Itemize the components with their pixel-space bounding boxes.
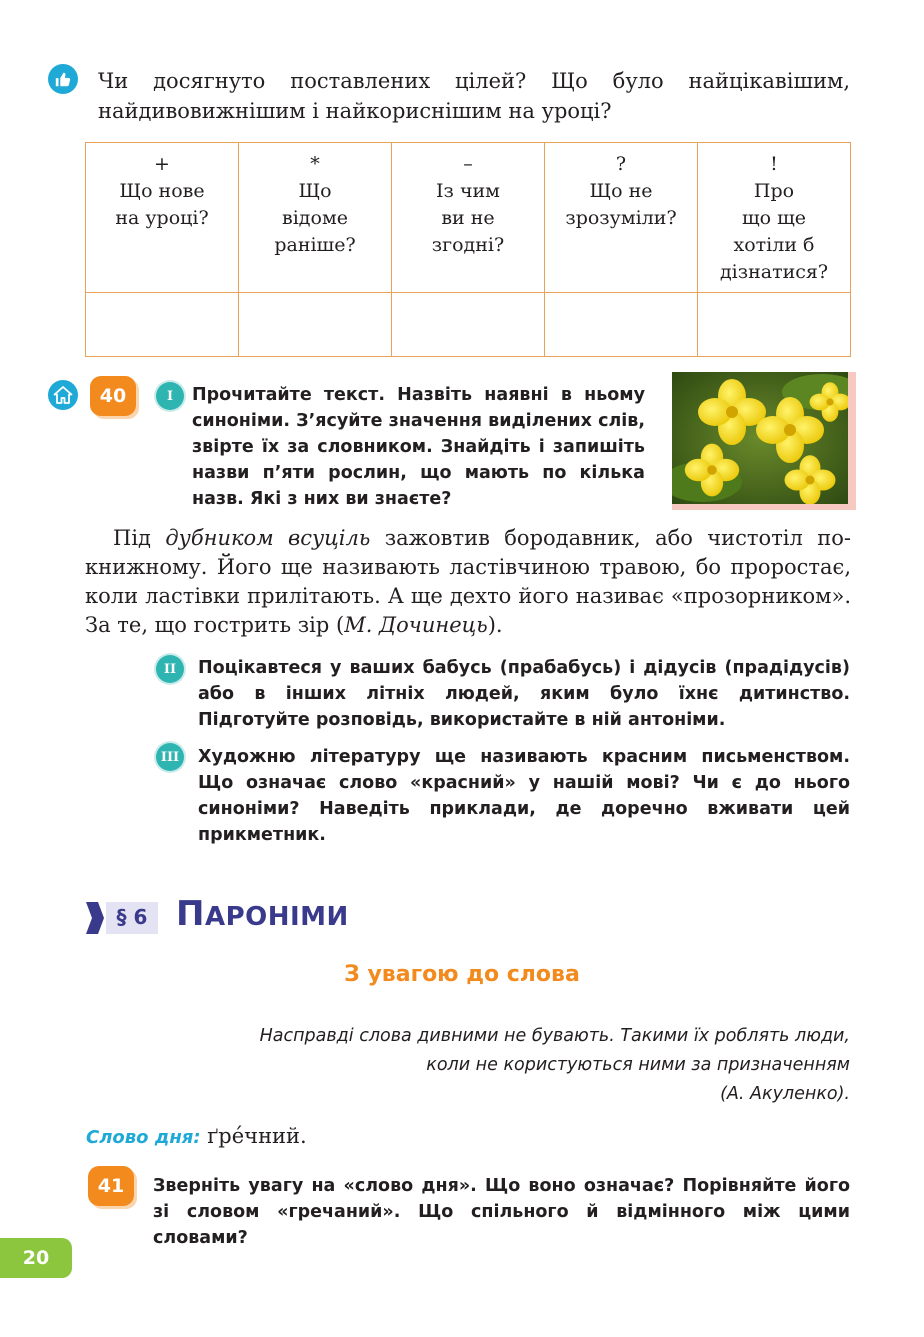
attention-heading: З увагою до слова bbox=[344, 962, 580, 987]
text-author: М. Дочинець bbox=[344, 613, 488, 637]
cell-line: раніше? bbox=[274, 234, 356, 256]
text-part: зажовтив бородавник, або чистотіл по-книжному. Його ще називають ластівчиною травою, бо проростає, коли ластівки прилітають. А ще дехто його називає «прозорником». За те, що гострить зір ( bbox=[85, 526, 851, 637]
cell-line: хотіли б bbox=[733, 234, 815, 256]
word-of-day-label: Слово дня: bbox=[86, 1127, 201, 1148]
quote-line: Насправді слова дивними не бувають. Такими їх роблять люди, bbox=[259, 1026, 850, 1046]
cell-line: ви не bbox=[441, 207, 495, 229]
cell-line: Що bbox=[298, 180, 332, 202]
celandine-flower-image bbox=[672, 372, 848, 504]
cell-line: зрозуміли? bbox=[565, 207, 677, 229]
reflection-question: Чи досягнуто поставлених цілей? Що було найцікавішим, найдивовижнішим і найкориснішим на уроці? bbox=[98, 69, 850, 123]
cell-symbol: * bbox=[310, 153, 320, 175]
cell-line: відоме bbox=[282, 207, 348, 229]
reflection-table-header-row bbox=[86, 143, 851, 293]
quote-line: коли не користуються ними за призначенням bbox=[426, 1055, 850, 1075]
cell-symbol: ! bbox=[770, 153, 778, 175]
text-part: ). bbox=[487, 613, 503, 637]
reflection-table bbox=[85, 142, 851, 357]
word-of-day bbox=[86, 1124, 307, 1148]
cell-line: згодні? bbox=[431, 234, 505, 256]
cell-line: Що не bbox=[589, 180, 653, 202]
exercise-40-task-2: Поцікавтеся у ваших бабусь (прабабусь) і дідусів (прадідусів) або в інших літніх людей, яким було їхнє дитинство. Підготуйте розповідь, використайте в ній антоніми. bbox=[198, 658, 850, 730]
exercise-40-text bbox=[85, 524, 851, 640]
section-number: § 6 bbox=[116, 905, 148, 929]
reflection-cell-learn-more bbox=[698, 143, 851, 293]
epigraph-quote bbox=[260, 1022, 850, 1109]
reflection-cell-known bbox=[239, 143, 392, 293]
answer-cell[interactable] bbox=[545, 293, 698, 357]
exercise-40-badge: 40 bbox=[90, 376, 136, 416]
reflection-cell-disagree bbox=[392, 143, 545, 293]
task-1-numeral: I bbox=[156, 382, 184, 410]
cell-symbol: ? bbox=[615, 153, 627, 175]
answer-cell[interactable] bbox=[698, 293, 851, 357]
page-number: 20 bbox=[0, 1238, 72, 1278]
answer-cell[interactable] bbox=[239, 293, 392, 357]
cell-line: Про bbox=[753, 180, 795, 202]
text-part: Під bbox=[113, 526, 166, 550]
task-2-numeral: II bbox=[156, 655, 184, 683]
cell-line: Із чим bbox=[436, 180, 500, 202]
exercise-40-task-3: Художню літературу ще називають красним письменством. Що означає слово «красний» у нашій мові? Чи є до нього синоніми? Наведіть приклади, де доречно вживати цей прикметник. bbox=[198, 747, 850, 845]
section-title-rest: АРОНІМИ bbox=[204, 902, 349, 932]
thumbs-up-icon bbox=[48, 64, 78, 94]
cell-line: дізнатися? bbox=[719, 261, 829, 283]
exercise-41-task: Зверніть увагу на «слово дня». Що воно означає? Порівняйте його зі словом «гречаний». Що спільного й відмінного між цими словами? bbox=[153, 1176, 850, 1248]
cell-line: на уроці? bbox=[115, 207, 209, 229]
house-icon bbox=[48, 380, 78, 410]
word-of-day-word: ґре́чний. bbox=[207, 1124, 307, 1148]
highlighted-words: дубником всуціль bbox=[165, 526, 371, 550]
cell-line: Що нове bbox=[119, 180, 205, 202]
quote-source: (А. Акуленко). bbox=[720, 1084, 850, 1104]
exercise-40-task-1: Прочитайте текст. Назвіть наявні в ньому синоніми. З’ясуйте значення виділених слів, звірте їх за словником. Знайдіть і запишіть назви п’яти рослин, що мають по кілька назв. Які з них ви знаєте? bbox=[192, 385, 645, 509]
cell-symbol: + bbox=[154, 153, 170, 175]
task-3-numeral: III bbox=[156, 743, 184, 771]
cell-line: що ще bbox=[741, 207, 807, 229]
section-title bbox=[176, 894, 349, 934]
reflection-cell-unclear bbox=[545, 143, 698, 293]
reflection-cell-new bbox=[86, 143, 239, 293]
section-title-initial: П bbox=[176, 894, 205, 934]
answer-cell[interactable] bbox=[86, 293, 239, 357]
reflection-table-answer-row bbox=[86, 293, 851, 357]
cell-symbol: – bbox=[463, 153, 473, 175]
exercise-41-badge: 41 bbox=[88, 1166, 134, 1206]
answer-cell[interactable] bbox=[392, 293, 545, 357]
